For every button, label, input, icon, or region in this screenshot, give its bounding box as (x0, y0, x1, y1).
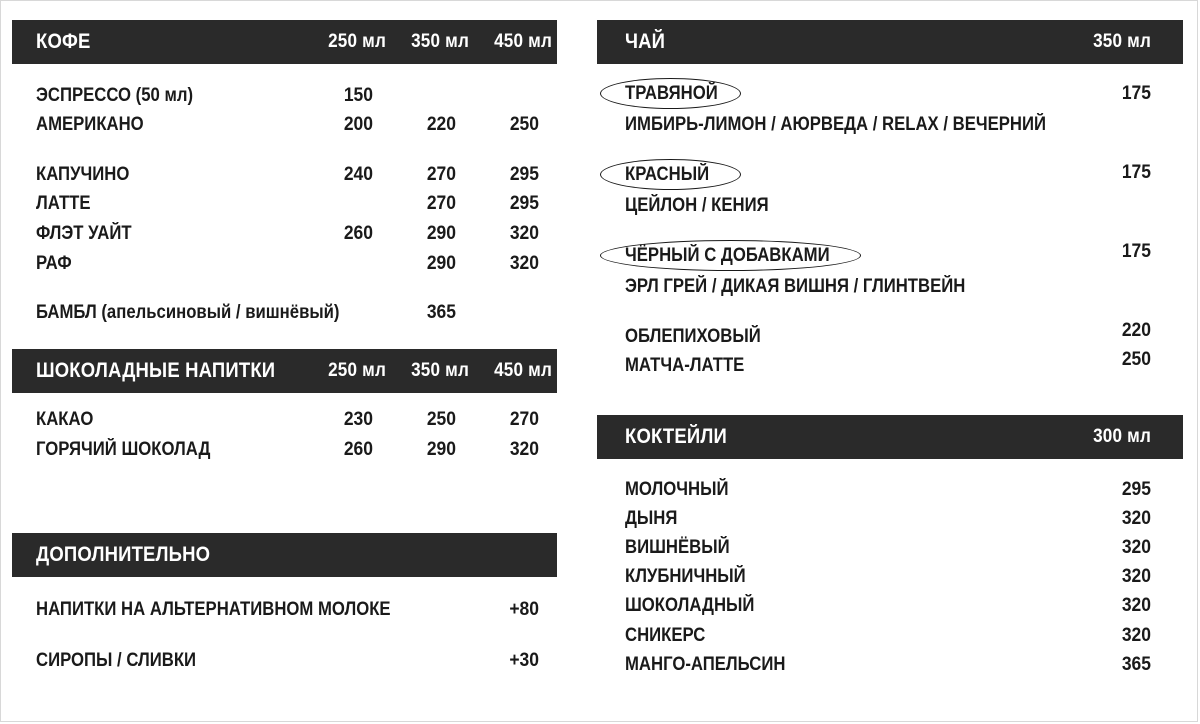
item-name: ЛАТТЕ (36, 193, 91, 214)
item-name: ОБЛЕПИХОВЫЙ (625, 326, 761, 347)
item-price: 320 (1121, 625, 1151, 646)
price-250: 240 (343, 164, 373, 185)
item-name: СИРОПЫ / СЛИВКИ (36, 650, 197, 671)
item-name: МАНГО-АПЕЛЬСИН (625, 654, 786, 675)
cocktails-size: 300 мл (1093, 426, 1151, 447)
item-price: 320 (1121, 508, 1151, 529)
item-name: ДЫНЯ (625, 508, 678, 529)
item-name: ФЛЭТ УАЙТ (36, 223, 132, 244)
coffee-size-450: 450 мл (494, 31, 552, 52)
price-350: 365 (426, 302, 456, 323)
chocolate-size-250: 250 мл (328, 360, 386, 381)
item-price: 295 (1121, 479, 1151, 500)
tea-header-bar (597, 20, 1183, 64)
price-450: 320 (509, 253, 539, 274)
coffee-header-bar (12, 20, 557, 64)
item-price: +30 (509, 650, 539, 671)
price-250: 230 (343, 409, 373, 430)
tea-group-price: 175 (1121, 241, 1151, 262)
tea-group-name: КРАСНЫЙ (625, 164, 710, 185)
price-350: 290 (426, 253, 456, 274)
cocktails-title: КОКТЕЙЛИ (625, 425, 727, 448)
coffee-title: КОФЕ (36, 30, 91, 53)
item-name: ГОРЯЧИЙ ШОКОЛАД (36, 439, 211, 460)
chocolate-size-350: 350 мл (411, 360, 469, 381)
item-name: НАПИТКИ НА АЛЬТЕРНАТИВНОМ МОЛОКЕ (36, 599, 391, 620)
tea-group-name: ТРАВЯНОЙ (625, 83, 718, 104)
item-name: ВИШНЁВЫЙ (625, 537, 730, 558)
item-name: СНИКЕРС (625, 625, 706, 646)
extras-title: ДОПОЛНИТЕЛЬНО (36, 543, 211, 566)
price-350: 250 (426, 409, 456, 430)
tea-group-varieties: ЭРЛ ГРЕЙ / ДИКАЯ ВИШНЯ / ГЛИНТВЕЙН (625, 276, 966, 297)
price-250: 200 (343, 114, 373, 135)
tea-group-name: ЧЁРНЫЙ С ДОБАВКАМИ (625, 245, 830, 266)
coffee-size-250: 250 мл (328, 31, 386, 52)
chocolate-size-450: 450 мл (494, 360, 552, 381)
item-name: ШОКОЛАДНЫЙ (625, 595, 755, 616)
coffee-size-350: 350 мл (411, 31, 469, 52)
price-450: 320 (509, 223, 539, 244)
extras-header-bar (12, 533, 557, 577)
price-450: 295 (509, 164, 539, 185)
item-name: АМЕРИКАНО (36, 114, 144, 135)
tea-group-varieties: ЦЕЙЛОН / КЕНИЯ (625, 195, 769, 216)
item-name: КАПУЧИНО (36, 164, 130, 185)
price-250: 260 (343, 439, 373, 460)
price-350: 270 (426, 193, 456, 214)
price-250: 150 (343, 85, 373, 106)
item-price: +80 (509, 599, 539, 620)
item-name: МОЛОЧНЫЙ (625, 479, 729, 500)
price-450: 295 (509, 193, 539, 214)
item-price: 320 (1121, 595, 1151, 616)
item-name: КЛУБНИЧНЫЙ (625, 566, 746, 587)
item-name: МАТЧА-ЛАТТЕ (625, 355, 745, 376)
chocolate-header-bar (12, 349, 557, 393)
item-name: БАМБЛ (апельсиновый / вишнёвый) (36, 302, 340, 323)
item-price: 320 (1121, 566, 1151, 587)
tea-group-varieties: ИМБИРЬ-ЛИМОН / АЮРВЕДА / RELAX / ВЕЧЕРНИЙ (625, 114, 1047, 135)
cocktails-header-bar (597, 415, 1183, 459)
price-450: 320 (509, 439, 539, 460)
price-350: 290 (426, 223, 456, 244)
item-price: 320 (1121, 537, 1151, 558)
item-name: ЭСПРЕССО (50 мл) (36, 85, 194, 106)
price-350: 220 (426, 114, 456, 135)
price-450: 250 (509, 114, 539, 135)
price-450: 270 (509, 409, 539, 430)
tea-group-price: 175 (1121, 162, 1151, 183)
price-350: 270 (426, 164, 456, 185)
item-price: 365 (1121, 654, 1151, 675)
tea-size: 350 мл (1093, 31, 1151, 52)
chocolate-title: ШОКОЛАДНЫЕ НАПИТКИ (36, 359, 276, 382)
item-price: 250 (1121, 349, 1151, 370)
tea-title: ЧАЙ (625, 30, 666, 53)
price-250: 260 (343, 223, 373, 244)
item-name: РАФ (36, 253, 72, 274)
item-name: КАКАО (36, 409, 94, 430)
price-350: 290 (426, 439, 456, 460)
item-price: 220 (1121, 320, 1151, 341)
tea-group-price: 175 (1121, 83, 1151, 104)
